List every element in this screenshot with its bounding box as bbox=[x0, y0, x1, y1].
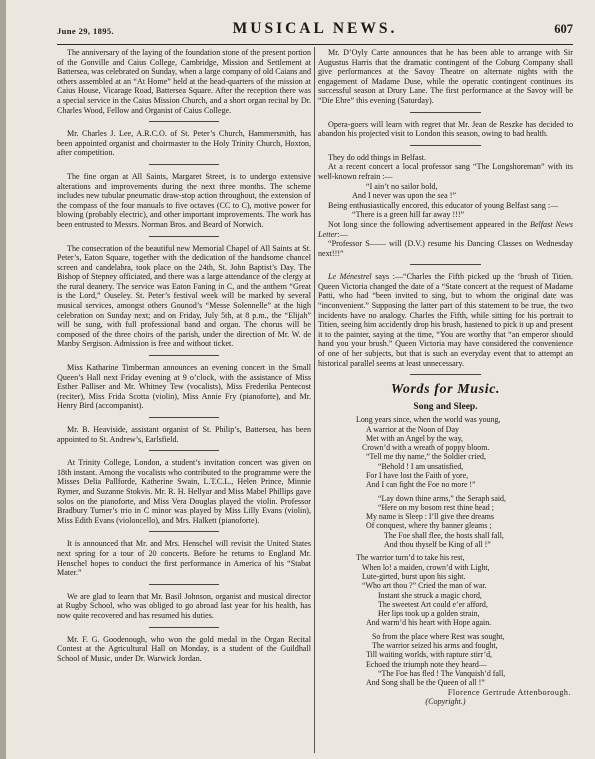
poem-line: The Foe shall flee, the hosts shall fall, bbox=[384, 530, 504, 540]
text-run: :— bbox=[337, 229, 348, 239]
article-separator bbox=[318, 262, 573, 268]
poem-line: “The Foe has fled ! The Vanquish’d fall, bbox=[378, 668, 506, 678]
article-separator bbox=[318, 143, 573, 149]
article-goodenough: Mr. F. G. Goodenough, who won the gold medal in the Organ Recital Contest at the Agricultural Hall on Monday, is a student of the Guildhall School of Music, under Dr. Warwick Jordan. bbox=[57, 634, 311, 663]
article-henschel: It is announced that Mr. and Mrs. Henschel will revisit the United States next spring for a tour of 20 concerts. Before he returns to England Mr. Henschel hopes to conduct the first performance in America of his “Stabat Mater.” bbox=[57, 539, 311, 578]
article-separator bbox=[57, 415, 311, 421]
section-heading-words-for-music: Words for Music. bbox=[390, 382, 501, 398]
poem bbox=[318, 415, 573, 687]
article-basil-johnson: We are glad to learn that Mr. Basil Johnson, organist and musical director at Rugby School, who was obliged to go abroad last year for his health, has now quite recovered and has resumed his duties. bbox=[57, 591, 311, 620]
poem-line: The warrior seized his arms and fought, bbox=[372, 641, 498, 651]
article-lee-appointment: Mr. Charles J. Lee, A.R.C.O. of St. Peter’s Church, Hammersmith, has been appointed organist and choirmaster to the Holy Trinity Church, Hoxton, after competition. bbox=[57, 129, 311, 158]
article-timberman-concert: Miss Katharine Timberman announces an evening concert in the Small Queen’s Hall next Friday evening at 9 o’clock, with the assistance of Miss Esther Palliser and Mr. Whitney Tew (vocalists), Miss Frederika Pentecost (reciter), Miss Frida Scotta (violin), Miss Annie Fry (pianoforte), and Mr. Henry Bird (accompanist). bbox=[57, 363, 311, 411]
belfast-paragraph: At a recent concert a local professor sang “The Longshoreman” with its well-known refrain :— bbox=[318, 162, 573, 181]
poem-line: Echoed the triumph note they heard— bbox=[366, 659, 487, 669]
article-separator bbox=[57, 625, 311, 631]
article-separator bbox=[318, 372, 573, 378]
page-spine bbox=[0, 0, 6, 759]
poem-line: For I have lost the Faith of yore, bbox=[366, 471, 469, 480]
article-doyly-carte: Mr. D’Oyly Carte announces that he has been able to arrange with Sir Augustus Harris that the dramatic contingent of the Coburg Company shall give performances at the Savoy Theatre on alternate nights with the engagement of Madame Duse, while the operatic contingent continues its successful season at Drury Lane. The first performance at the Savoy will be “Die Ehre” this evening (Saturday). bbox=[318, 48, 573, 105]
poem-line: Of conquest, where thy banner gleams ; bbox=[366, 521, 492, 531]
poem-line: “Behold ! I am unsatisfied, bbox=[378, 461, 464, 471]
article-separator bbox=[57, 353, 311, 359]
left-column bbox=[57, 48, 311, 754]
article-separator bbox=[57, 529, 311, 535]
publication-title: MUSICAL NEWS. bbox=[232, 20, 398, 37]
belfast-intro: They do odd things in Belfast. bbox=[328, 152, 427, 162]
poem-line: “Who art thou ?” Cried the man of war. bbox=[362, 581, 487, 591]
article-caius-mission: The anniversary of the laying of the foundation stone of the present portion of the Gonville and Caius College, Cambridge, Mission and Settlement at Battersea, was celebrated on Sunday, when a large company of old Caians and others assembled at an “At Home” held at the head-quarters of the mission at Caius House, Vicarage Road, Battersea Square. After the reception there was a special service in the Caius Mission Church, and a short organ recital by Dr. Charles Wood, Fellow and Organist of Caius College. bbox=[57, 48, 311, 115]
poem-line: And thou thyself be King of all !” bbox=[384, 540, 491, 550]
column-divider bbox=[314, 47, 315, 753]
article-de-reszke: Opera-goers will learn with regret that Mr. Jean de Reszke has decided to abandon his projected visit to London this season, owing to bad health. bbox=[318, 119, 573, 139]
newspaper-name: Belfast News Letter bbox=[318, 219, 573, 239]
poem-line: Crown’d with a wreath of poppy bloom. bbox=[362, 443, 490, 453]
article-separator bbox=[57, 119, 311, 125]
poem-stanza-2 bbox=[318, 494, 573, 550]
poem-line: And I can fight the Foe no more !” bbox=[366, 480, 476, 490]
poem-stanza-3 bbox=[318, 553, 573, 627]
quote-line: And I never was upon the sea !” bbox=[352, 191, 457, 201]
article-all-saints-organ: The fine organ at All Saints, Margaret Street, is to undergo extensive alterations and improvements during the next three months. The scheme includes new tubular pneumatic draw-stop action throughout, the extension of the compass of the four manuals to five octaves (CC to C), motive power for blowing (probably electric), and other important improvements. The work has been entrusted to Messrs. Norman Bros. and Beard of Norwich. bbox=[57, 171, 311, 229]
poem-line: Till waiting worlds, with rapture stirr’d, bbox=[366, 650, 493, 660]
poem-line: “Lay down thine arms,” the Seraph said, bbox=[378, 493, 506, 503]
poem-line: “Here on my bosom rest thine head ; bbox=[378, 502, 494, 512]
article-menestrel bbox=[318, 272, 573, 368]
poem-line: And Song shall be the Queen of all !” bbox=[366, 678, 485, 688]
article-separator bbox=[57, 234, 311, 240]
poem-line: Long years since, when the world was young, bbox=[356, 415, 501, 425]
text-run: says :—“Charles the Fifth picked up the ‘brush of Titien. Queen Victoria changed the date of a “State concert at the request of Madame Patti, who had “been invited to sing, but to whom the original date was “inconvenient.” Supposing the latter part of this statement to be true, the two incidents have no analogy. Charles the Fifth, while sitting for his portrait to Titien, seeing him accidently drop his brush, hastened to pick it up and present it to the painter, saying at the time, “You are worthy that “an emperor should hand you your brush.” Queen Victoria may have considered the convenience of one of her subjects, but that is such an everyday event that to attempt an historical parallel seems at least unnecessary. bbox=[318, 272, 573, 368]
copyright-notice: (Copyright.) bbox=[425, 697, 466, 707]
poem-author: Florence Gertrude Attenborough. bbox=[447, 687, 571, 697]
article-separator bbox=[57, 162, 311, 168]
right-column bbox=[318, 48, 573, 754]
poem-line: “Tell me thy name,” the Soldier cried, bbox=[366, 452, 486, 462]
poem-line: Instant she struck a magic chord, bbox=[378, 590, 482, 600]
poem-title: Song and Sleep. bbox=[413, 402, 478, 413]
header-rule bbox=[57, 44, 573, 45]
belfast-paragraph: Being enthusiastically encored, this educator of young Belfast sang :— bbox=[328, 200, 559, 210]
quote-line: “There is a green hill far away !!!” bbox=[352, 210, 465, 220]
quote-line: “I ain’t no sailor bold, bbox=[366, 181, 438, 191]
poem-line: And warm’d his heart with Hope again. bbox=[366, 618, 492, 628]
poem-line: My name is Sleep : I’ll give thee dreams bbox=[366, 512, 494, 522]
poem-line: The sweetest Art could e’er afford, bbox=[378, 599, 488, 609]
page-number: 607 bbox=[554, 22, 573, 36]
article-heaviside: Mr. B. Heaviside, assistant organist of St. Philip’s, Battersea, has been appointed to St. Andrew’s, Earlsfield. bbox=[57, 425, 311, 444]
article-trinity-college: At Trinity College, London, a student’s invitation concert was given on 18th instant. Among the vocalists who contributed to the programme were the Misses Delia Pallforde, Katherine Swain, L.T.C.L., Helen Prince, Minnie Rymer, and Suzanne Stokvis. Mr. R. H. Hellyar and Miss Mabel Phillips gave solos on the pianoforte, and Miss Vera Douglas played the violin. Professor Bradbury Turner’s trio in C minor was played by Miss Lilly Evans (violin), Miss Edith Evans (violoncello), and Mrs. Halkett (pianoforte). bbox=[57, 458, 311, 525]
article-separator bbox=[318, 110, 573, 116]
page-header bbox=[57, 20, 573, 42]
poem-line: The warrior turn’d to take his rest, bbox=[356, 553, 465, 563]
poem-stanza-1 bbox=[318, 415, 573, 489]
text-run: Not long since the following advertisement appeared in the bbox=[328, 219, 530, 229]
poem-line: So from the place where Rest was sought, bbox=[372, 631, 505, 641]
poem-line: When lo! a maiden, crown’d with Light, bbox=[362, 562, 490, 572]
article-separator bbox=[57, 582, 311, 588]
belfast-paragraph bbox=[318, 220, 573, 239]
poem-line: A warrior at the Noon of Day bbox=[366, 424, 459, 434]
poem-line: Met with an Angel by the way, bbox=[366, 433, 464, 443]
poem-line: Her lips took up a golden strain, bbox=[378, 609, 480, 619]
poem-stanza-4 bbox=[318, 632, 573, 688]
article-separator bbox=[57, 448, 311, 454]
advertisement-quote: “Professor S—— will (D.V.) resume his Dancing Classes on Wednesday next!!!” bbox=[318, 239, 573, 258]
issue-date: June 29, 1895. bbox=[57, 26, 115, 36]
poem-line: Lute-girted, burst upon his sight. bbox=[362, 571, 466, 581]
journal-name: Le Ménestrel bbox=[328, 272, 372, 282]
article-memorial-chapel: The consecration of the beautiful new Memorial Chapel of All Saints at St. Peter’s, Eaton Square, together with the dedication of the handsome chancel screen and candelabra, took place on the 24th, St. John Baptist’s Day. The Bishop of Stepney officiated, and there was a large attendance of the clergy at the rural deanery. The service was Eaton Faning in C, and the anthem “Great is the Lord,” Ouseley. St. Peter’s festival week will be marked by several musical services, amongst others Gounod’s “Messe Solennelle” at the high celebration on Sunday next; and on Friday, July 5th, at 8 p.m., the “Elijah” will be sung, with full professional band and organ. The chorus will be composed of the three choirs of the parish, under the direction of Mr. W. de Manby Sergison. Admission is free and without ticket. bbox=[57, 243, 311, 349]
